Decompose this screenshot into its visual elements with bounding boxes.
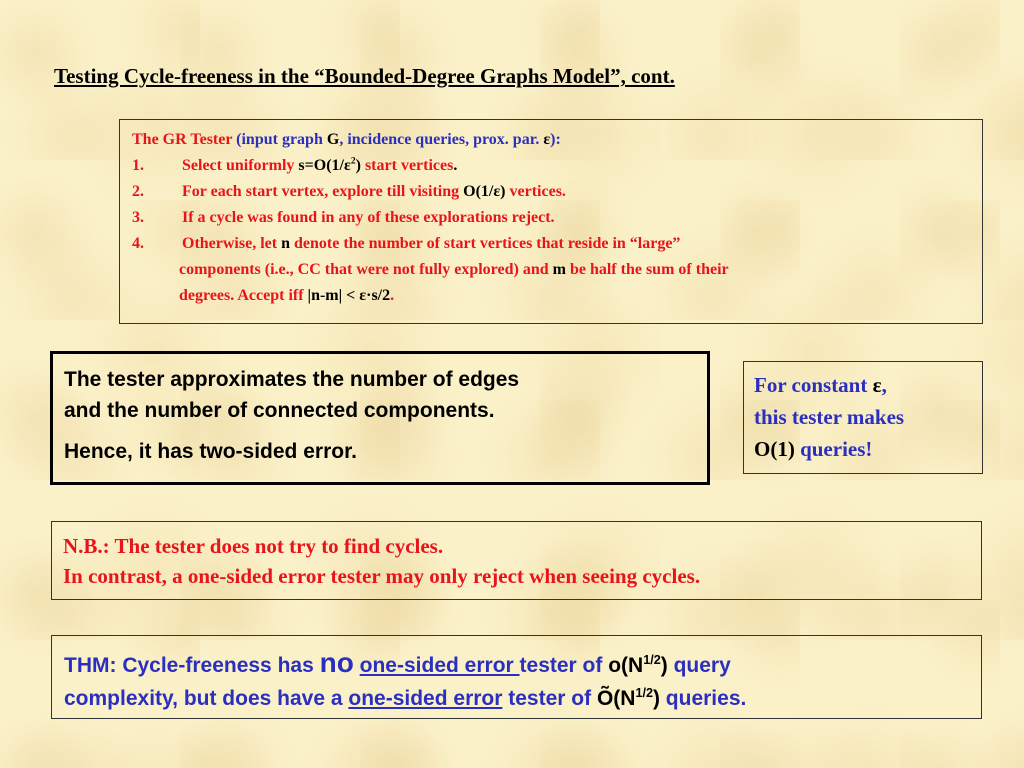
constant-epsilon-box [743,361,983,474]
step-2 [132,179,972,205]
var-n: n [281,235,290,252]
step-4-line-2 [132,257,972,283]
nb-line-2: In contrast, a one-sided error tester may only reject when seeing cycles. [63,564,701,588]
theorem-text: queries. [659,687,747,710]
formula-close: ) [660,654,668,677]
step-text: components (i.e., CC that were not fully explored) and [179,261,553,278]
approximation-box [50,351,710,485]
formula-close: ) [652,687,660,710]
step-number: 3. [132,209,144,226]
nb-line-1: N.B.: The tester does not try to find cycles. [63,534,444,558]
big-o-one: O(1) [754,437,795,461]
graph-var: G [326,131,340,148]
theorem-text: THM: Cycle-freeness has [64,654,320,677]
params-mid: , incidence queries, prox. par. [339,131,544,148]
nb-box [51,521,982,600]
step-number: 1. [132,157,144,174]
approx-line-2: and the number of connected components. [64,399,495,422]
slide-title: Testing Cycle-freeness in the “Bounded-Degree Graphs Model”, cont. [54,64,675,88]
accept-condition: |n-m| < ε·s/2 [307,287,391,304]
step-text: degrees. Accept iff [179,287,308,304]
step-formula-close: ) [355,157,361,174]
theorem-text: tester of [502,687,597,710]
formula-exponent: 1/2 [643,653,661,667]
constant-line-2: this tester makes [754,405,905,429]
step-period: . [453,157,458,174]
constant-text: queries! [794,437,873,461]
theorem-text: complexity, but does have a [64,687,349,710]
step-4 [132,231,972,257]
step-formula: s=O(1/ε [298,157,351,174]
step-text: be half the sum of their [565,261,729,278]
step-text: Select uniformly [182,157,299,174]
step-text: Otherwise, let [182,235,282,252]
epsilon-symbol: ε [543,131,551,148]
theorem-text: tester of [519,654,609,677]
epsilon-symbol: ε [872,373,882,397]
constant-line-1 [754,369,982,401]
var-m: m [552,261,566,278]
constant-text: For constant [754,373,873,397]
constant-line-3 [754,433,982,465]
step-1 [132,153,972,179]
step-number: 4. [132,235,144,252]
step-text: denote the number of start vertices that reside in “large” [289,235,681,252]
approx-line-1: The tester approximates the number of edges [64,368,520,391]
step-text: start vertices [360,157,454,174]
gr-tester-heading: The GR Tester [132,131,233,148]
step-number: 2. [132,183,144,200]
formula-exponent: 1/2 [635,686,653,700]
theorem-box [51,635,982,719]
step-4-line-3 [132,283,972,309]
step-3 [132,205,972,231]
one-sided-error-link: one-sided error [348,687,503,710]
approx-text [64,364,697,426]
step-formula: O(1/ε) [463,183,506,200]
theorem-line-1 [64,646,981,682]
params-open: (input graph [232,131,327,148]
step-formula-sup: 2 [350,155,356,167]
o-tilde-formula: Õ(N [596,687,636,710]
step-period: . [390,287,395,304]
theorem-no: no [319,647,354,678]
one-sided-error-link: one-sided error [359,654,520,677]
step-text: vertices. [505,183,566,200]
theorem-line-2 [64,682,981,715]
gr-tester-heading-row [132,127,972,153]
params-close: ): [550,131,561,148]
step-text: If a cycle was found in any of these explorations reject. [182,209,555,226]
small-o-formula: o(N [608,654,644,677]
gr-tester-box [119,119,983,324]
two-sided-error-text: Hence, it has two-sided error. [64,440,357,463]
theorem-text: query [667,654,731,677]
constant-comma: , [881,373,887,397]
step-text: For each start vertex, explore till visiting [182,183,464,200]
